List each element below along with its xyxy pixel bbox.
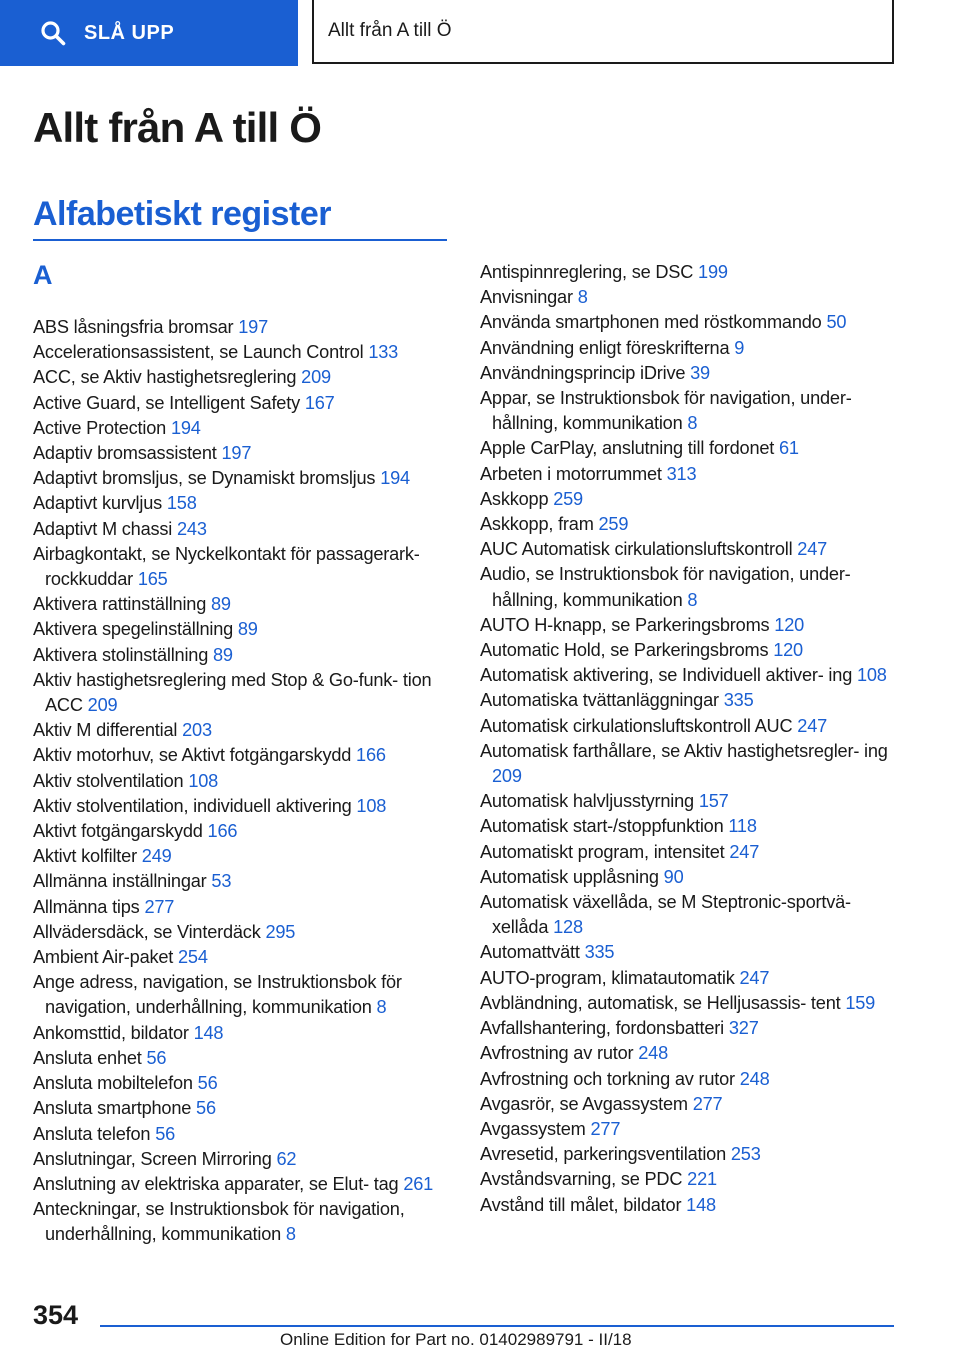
index-entry-page-link[interactable]: 89 [213, 644, 233, 665]
index-entry [480, 1167, 895, 1192]
index-entry [480, 714, 895, 739]
index-entry-text: Använda smartphonen med röstkommando [480, 312, 822, 333]
index-entry-page-link[interactable]: 259 [598, 514, 629, 535]
section-divider [33, 239, 447, 241]
index-entry-text: Active Guard, se Intelligent Safety [33, 392, 300, 413]
index-entry-text: Accelerationsassistent, se Launch Control [33, 342, 364, 363]
index-entry [33, 970, 453, 1020]
index-entry-text: Aktiv hastighetsreglering med Stop & Go-funk- tion ACC [33, 669, 432, 716]
index-entry-text: Automatisk start-/stoppfunktion [480, 816, 724, 837]
index-entry-text: Automatisk växellåda, se M Steptronic-sportvä- xellåda [480, 892, 851, 938]
index-entry-page-link[interactable]: 167 [304, 392, 335, 413]
index-entry-text: Aktivera spegelinställning [33, 619, 234, 640]
index-entry [480, 1041, 895, 1066]
index-entry-page-link[interactable]: 56 [146, 1047, 167, 1068]
index-entry [480, 487, 895, 512]
index-entry-page-link[interactable]: 56 [196, 1098, 216, 1119]
index-entry [33, 819, 453, 844]
index-entry-text: Arbeten i motorrummet [480, 463, 662, 484]
section-title: Alfabetiskt register [33, 195, 331, 233]
index-entry [480, 1142, 895, 1167]
index-entry [480, 1117, 895, 1142]
index-entry-page-link[interactable]: 108 [188, 770, 219, 791]
index-entry [480, 991, 895, 1016]
index-entry [480, 890, 895, 940]
index-entry [33, 920, 453, 945]
index-entry-text: Automatisk aktivering, se Individuell aktiver- ing [480, 665, 853, 686]
index-entry-text: Automatisk farthållare, se Aktiv hastighetsregler- ing [480, 740, 888, 761]
index-entry-text: Adaptivt bromsljus, se Dynamiskt bromsljus [33, 468, 376, 489]
index-entry [480, 865, 895, 890]
index-entry-page-link[interactable]: 249 [141, 846, 172, 867]
index-entry-page-link[interactable]: 90 [663, 866, 684, 887]
index-entry [33, 1021, 453, 1046]
footer-edition-text: Online Edition for Part no. 01402989791 - II/18 [280, 1330, 632, 1349]
index-entry-page-link[interactable]: 247 [729, 841, 760, 862]
index-entry-page-link[interactable]: 118 [728, 816, 757, 837]
index-entry-page-link[interactable]: 165 [137, 569, 168, 590]
index-entry-page-link[interactable]: 254 [178, 947, 208, 968]
index-entry-text: Avfallshantering, fordonsbatteri [480, 1018, 724, 1039]
index-entry-page-link[interactable]: 53 [211, 871, 232, 892]
index-entry-text: Automatic Hold, se Parkeringsbroms [480, 640, 769, 661]
index-entry-page-link[interactable]: 62 [276, 1148, 297, 1169]
index-entry [33, 340, 453, 365]
index-entry-page-link[interactable]: 248 [638, 1043, 668, 1064]
index-entry-page-link[interactable]: 243 [177, 518, 207, 539]
index-entry-text: Automatiskt program, intensitet [480, 841, 725, 862]
index-entry-text: Aktiv stolventilation [33, 770, 184, 791]
index-entry-page-link[interactable]: 194 [170, 417, 201, 438]
index-entry-text: Ange adress, navigation, se Instruktionsbok för navigation, underhållning, kommunikation [33, 972, 402, 1018]
index-entry-text: Avresetid, parkeringsventilation [480, 1144, 727, 1165]
index-entry-page-link[interactable]: 120 [773, 640, 803, 661]
index-entry-text: Airbagkontakt, se Nyckelkontakt för passagerark- rockkuddar [33, 543, 420, 590]
index-entry [33, 1147, 453, 1172]
index-entry-text: Adaptivt M chassi [33, 518, 173, 539]
index-entry [480, 436, 895, 461]
index-entry-page-link[interactable]: 197 [221, 443, 252, 464]
index-entry [33, 844, 453, 869]
index-entry [33, 1197, 453, 1247]
index-entry [480, 361, 895, 386]
index-entry [33, 643, 453, 668]
index-entry [33, 466, 453, 491]
index-entry-page-link[interactable]: 261 [403, 1173, 434, 1194]
index-entry-text: ACC, se Aktiv hastighetsreglering [33, 367, 297, 388]
index-entry-text: Ambient Air-paket [33, 947, 174, 968]
index-entry-text: Automatisk upplåsning [480, 866, 659, 887]
index-entry-page-link[interactable]: 8 [687, 413, 698, 434]
index-entry-text: AUC Automatisk cirkulationsluftskontroll [480, 539, 793, 560]
index-entry-text: Anslutning av elektriska apparater, se Elut- tag [33, 1173, 399, 1194]
index-entry [33, 945, 453, 970]
index-entry-text: AUTO H-knapp, se Parkeringsbroms [480, 614, 770, 635]
index-entry [33, 1046, 453, 1071]
index-entry-page-link[interactable]: 194 [380, 468, 410, 489]
index-entry [33, 718, 453, 743]
index-entry-text: Allvädersdäck, se Vinterdäck [33, 921, 261, 942]
index-entry-text: AUTO-program, klimatautomatik [480, 967, 735, 988]
index-entry-text: Antispinnreglering, se DSC [480, 262, 694, 282]
index-entry-page-link[interactable]: 148 [686, 1194, 716, 1215]
index-entry-page-link[interactable]: 248 [739, 1068, 770, 1089]
index-entry-page-link[interactable]: 166 [356, 745, 386, 766]
index-entry [480, 966, 895, 991]
index-entry-text: Askkopp [480, 488, 549, 509]
index-entry-page-link[interactable]: 259 [553, 488, 583, 509]
index-column-left [33, 315, 453, 1248]
index-entry-text: Anvisningar [480, 287, 573, 308]
index-entry-page-link[interactable]: 39 [690, 362, 710, 383]
search-button-label: SLÅ UPP [84, 21, 175, 44]
index-entry-text: Användningsprincip iDrive [480, 362, 686, 383]
index-entry-page-link[interactable]: 247 [739, 967, 770, 988]
index-entry-text: Automatiska tvättanläggningar [480, 690, 719, 711]
index-entry [33, 542, 453, 592]
index-entry-page-link[interactable]: 120 [774, 614, 805, 635]
index-entry-page-link[interactable]: 9 [734, 337, 745, 358]
index-entry [33, 1071, 453, 1096]
index-entry-page-link[interactable]: 247 [797, 715, 828, 736]
index-entry-page-link[interactable]: 277 [144, 896, 175, 917]
index-entry-page-link[interactable]: 133 [368, 342, 399, 363]
index-entry-page-link[interactable]: 56 [155, 1123, 176, 1144]
index-entry [480, 1067, 895, 1092]
index-entry [480, 940, 895, 965]
index-column-right [480, 260, 895, 1218]
index-entry [33, 365, 453, 390]
index-entry-page-link[interactable]: 56 [197, 1073, 218, 1094]
index-entry-text: Appar, se Instruktionsbok för navigation, under- hållning, kommunikation [480, 388, 852, 434]
index-entry-text: Aktivera rattinställning [33, 594, 207, 615]
letter-heading: A [33, 260, 53, 290]
index-entry [33, 769, 453, 794]
index-entry [480, 336, 895, 361]
index-entry-text: Active Protection [33, 417, 167, 438]
index-entry [480, 562, 895, 612]
index-entry-text: Ansluta telefon [33, 1123, 151, 1144]
index-entry-page-link[interactable]: 209 [301, 367, 331, 388]
index-entry [480, 638, 895, 663]
index-entry [480, 537, 895, 562]
index-entry-text: Apple CarPlay, anslutning till fordonet [480, 438, 775, 459]
index-entry-text: Aktiv stolventilation, individuell aktivering [33, 795, 352, 816]
index-entry-text: Ansluta enhet [33, 1047, 142, 1068]
index-entry [33, 869, 453, 894]
page-title: Allt från A till Ö [33, 104, 322, 151]
index-entry-text: Audio, se Instruktionsbok för navigation, under- hållning, kommunikation [480, 564, 851, 610]
index-entry-text: Avbländning, automatisk, se Helljusassis- tent [480, 992, 841, 1013]
index-entry-page-link[interactable]: 89 [210, 594, 231, 615]
index-entry-text: Adaptivt kurvljus [33, 493, 163, 514]
index-entry [480, 814, 895, 839]
index-entry [33, 794, 453, 819]
index-entry-text: Avståndsvarning, se PDC [480, 1169, 683, 1190]
index-entry-text: Automattvätt [480, 942, 580, 963]
index-entry [480, 789, 895, 814]
index-entry-text: Avgassystem [480, 1118, 586, 1139]
index-entry-text: Askkopp, fram [480, 514, 594, 535]
index-entry [480, 1193, 895, 1218]
index-entry-text: Ansluta smartphone [33, 1098, 192, 1119]
index-entry [480, 260, 895, 285]
index-entry [480, 285, 895, 310]
index-entry [480, 663, 895, 688]
index-entry-page-link[interactable]: 197 [238, 317, 269, 337]
top-bar [0, 0, 960, 66]
page-number: 354 [33, 1300, 79, 1330]
index-entry-page-link[interactable]: 209 [87, 695, 118, 716]
index-entry-page-link[interactable]: 335 [723, 690, 754, 711]
index-entry-page-link[interactable]: 277 [692, 1093, 723, 1114]
index-entry [33, 1172, 453, 1197]
index-entry-page-link[interactable]: 203 [182, 720, 212, 741]
index-entry-page-link[interactable]: 247 [797, 539, 828, 560]
index-entry [480, 613, 895, 638]
index-entry [33, 617, 453, 642]
index-entry-page-link[interactable]: 157 [698, 791, 729, 812]
index-entry [480, 739, 895, 789]
index-entry-page-link[interactable]: 61 [779, 438, 799, 459]
index-entry-page-link[interactable]: 158 [166, 493, 197, 514]
index-entry [33, 416, 453, 441]
breadcrumb[interactable] [312, 0, 894, 64]
search-icon [40, 20, 66, 46]
search-button[interactable] [0, 0, 298, 66]
index-entry-page-link[interactable]: 335 [584, 942, 615, 963]
index-entry-page-link[interactable]: 108 [356, 795, 387, 816]
index-entry [33, 743, 453, 768]
index-entry [33, 668, 453, 718]
index-entry [33, 491, 453, 516]
index-entry [33, 391, 453, 416]
index-entry-page-link[interactable]: 199 [698, 262, 728, 282]
index-entry-text: Automatisk halvljusstyrning [480, 791, 694, 812]
index-entry-text: Aktiv motorhuv, se Aktivt fotgängarskydd [33, 745, 352, 766]
footer-divider [100, 1325, 894, 1327]
index-entry [33, 895, 453, 920]
index-entry-page-link[interactable]: 277 [590, 1118, 621, 1139]
index-entry [33, 441, 453, 466]
index-entry [33, 1122, 453, 1147]
index-entry-text: Adaptiv bromsassistent [33, 443, 217, 464]
index-entry-text: Avstånd till målet, bildator [480, 1194, 682, 1215]
index-entry [480, 310, 895, 335]
index-entry [33, 592, 453, 617]
index-entry [33, 1096, 453, 1121]
index-entry-text: Ansluta mobiltelefon [33, 1073, 193, 1094]
index-entry-page-link[interactable]: 209 [492, 766, 522, 787]
index-entry-page-link[interactable]: 108 [856, 665, 887, 686]
index-entry-page-link[interactable]: 8 [577, 287, 588, 308]
breadcrumb-label: Allt från A till Ö [328, 20, 452, 41]
index-entry-text: Automatisk cirkulationsluftskontroll AUC [480, 715, 793, 736]
index-entry-text: Avfrostning av rutor [480, 1043, 634, 1064]
index-entry [480, 462, 895, 487]
index-entry [33, 517, 453, 542]
index-entry [480, 512, 895, 537]
index-entry-text: Allmänna tips [33, 896, 140, 917]
index-entry-page-link[interactable]: 253 [730, 1144, 761, 1165]
index-entry-text: Avfrostning och torkning av rutor [480, 1068, 735, 1089]
index-entry-text: Allmänna inställningar [33, 871, 207, 892]
index-entry-page-link[interactable]: 148 [193, 1022, 224, 1043]
index-entry-text: Anslutningar, Screen Mirroring [33, 1148, 272, 1169]
index-entry-page-link[interactable]: 159 [845, 992, 876, 1013]
index-entry-text: Användning enligt föreskrifterna [480, 337, 730, 358]
index-entry-page-link[interactable]: 166 [207, 821, 238, 842]
index-entry [480, 1016, 895, 1041]
index-entry [480, 840, 895, 865]
index-entry-text: Ankomsttid, bildator [33, 1022, 189, 1043]
index-entry-page-link[interactable]: 50 [826, 312, 847, 333]
index-entry-page-link[interactable]: 313 [666, 463, 697, 484]
index-entry-page-link[interactable]: 327 [728, 1018, 759, 1039]
index-entry-text: Aktivt kolfilter [33, 846, 137, 867]
index-entry-text: Aktivera stolinställning [33, 644, 209, 665]
index-entry-text: Aktiv M differential [33, 720, 178, 741]
index-entry [33, 315, 453, 340]
index-entry [480, 386, 895, 436]
index-entry-text: Anteckningar, se Instruktionsbok för navigation, underhållning, kommunikation [33, 1199, 405, 1245]
index-entry-page-link[interactable]: 8 [376, 997, 387, 1018]
index-entry [480, 688, 895, 713]
index-entry-text: Aktivt fotgängarskydd [33, 821, 203, 842]
index-entry-page-link[interactable]: 8 [285, 1224, 296, 1245]
index-entry-text: Avgasrör, se Avgassystem [480, 1093, 688, 1114]
index-entry-page-link[interactable]: 128 [553, 917, 583, 938]
index-entry-page-link[interactable]: 295 [265, 921, 296, 942]
index-entry-page-link[interactable]: 89 [237, 619, 258, 640]
index-entry [480, 1092, 895, 1117]
index-entry-page-link[interactable]: 8 [687, 589, 698, 610]
index-entry-page-link[interactable]: 221 [687, 1169, 717, 1190]
index-entry-text: ABS låsningsfria bromsar [33, 317, 234, 337]
